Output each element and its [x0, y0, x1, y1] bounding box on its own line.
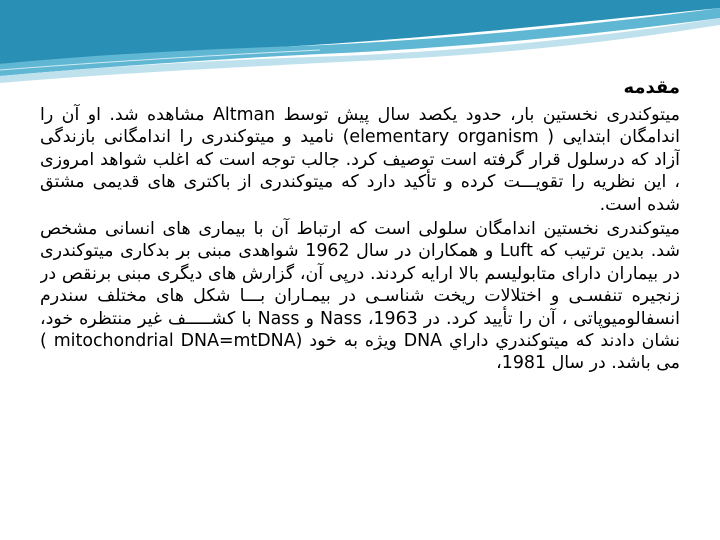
slide-title: مقدمه [623, 77, 680, 98]
paragraph-2: میتوکندری نخستین اندامگان سلولی است که ارتباط آن با بیماری های انسانی مشخص شد. بدین ترتیب که Luft و همکاران در سال 1962 شواهدی مبنی بر بدکاری میتوکندری در بیماران دارای متابولیسم بالا ارایه کردند. درپی آن، گزارش های دیگری مبنی برنقص در زنجیره تنفسـی و اختلالات ریخت شناسـی در بیمـاران بـــا شکل های مختلف سندرم انسفالومیوپاتی ، آن را تأیید کرد. در 1963، Nass و Nass با کشـــــف غیر منتظره خود، نشان دادند که میتوکندري داراي DNA ویژه به خود (mitochondrial DNA=mtDNA ) می باشد. در سال 1981، [40, 219, 680, 374]
slide-body [40, 76, 680, 540]
paragraph-1: میتوکندری نخستین بار، حدود یکصد سال پیش توسط Altman مشاهده شد. او آن را اندامگان ابتدایی ( elementary organism) نامید و میتوکندری را اندامگانی بازندگی آزاد که درسلول قرار گرفته است توصیف کرد. جالب توجه است که اغلب شواهد امروزی ، این نظریه را تقویـــت کرده و تأکید دارد که میتوکندری از باکتری های قدیمی مشتق شده است. [40, 105, 680, 215]
